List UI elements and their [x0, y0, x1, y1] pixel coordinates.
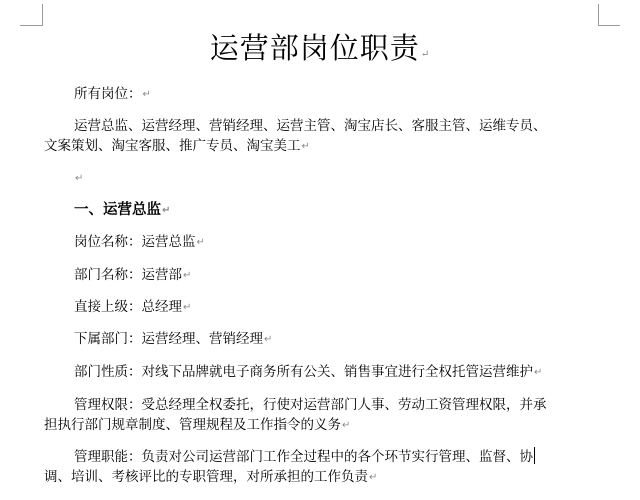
management-authority-line2[interactable]: 担执行部门规章制度、管理规程及工作指令的义务↵ [44, 417, 351, 433]
paragraph-mark-icon: ↵ [75, 173, 84, 184]
management-functions-line2[interactable]: 调、培训、考核评比的专职管理，对所承担的工作负责↵ [44, 469, 378, 485]
empty-paragraph[interactable] [74, 168, 83, 189]
crop-mark-top-left [20, 25, 42, 26]
positions-list-line1[interactable]: 运营总监、运营经理、营销经理、运营主管、淘宝店长、客服主管、运维专员、 [74, 118, 547, 134]
all-positions-label[interactable]: 所有岗位：↵ [74, 86, 151, 102]
paragraph-mark-icon: ↵ [534, 367, 543, 378]
department-name[interactable]: 部门名称：运营部↵ [74, 267, 192, 283]
paragraph-mark-icon: ↵ [369, 472, 378, 483]
management-authority-line1[interactable]: 管理权限：受总经理全权委托，行使对运营部门人事、劳动工资管理权限，并承 [74, 397, 547, 413]
management-functions-line1[interactable]: 管理职能：负责对公司运营部门工作全过程中的各个环节实行管理、监督、协 [74, 449, 533, 465]
direct-superior[interactable]: 直接上级：总经理↵ [74, 299, 192, 315]
paragraph-mark-icon: ↵ [183, 270, 192, 281]
positions-list-line2[interactable]: 文案策划、淘宝客服、推广专员、淘宝美工↵ [44, 138, 310, 154]
paragraph-mark-icon: ↵ [264, 334, 273, 345]
paragraph-mark-icon: ↵ [420, 49, 431, 60]
text-cursor [534, 447, 535, 464]
subordinate-departments[interactable]: 下属部门：运营经理、营销经理↵ [74, 331, 273, 347]
paragraph-mark-icon: ↵ [342, 420, 351, 431]
paragraph-mark-icon: ↵ [301, 141, 310, 152]
crop-mark-top-right [598, 25, 620, 26]
crop-mark-top-right-vertical [598, 4, 599, 26]
crop-mark-top-left-vertical [42, 4, 43, 26]
paragraph-mark-icon: ↵ [196, 237, 205, 248]
paragraph-mark-icon: ↵ [162, 205, 171, 216]
position-name[interactable]: 岗位名称：运营总监↵ [74, 234, 205, 250]
department-nature[interactable]: 部门性质：对线下品牌就电子商务所有公关、销售事宜进行全权托管运营维护↵ [74, 364, 543, 380]
paragraph-mark-icon: ↵ [183, 302, 192, 313]
paragraph-mark-icon: ↵ [142, 89, 151, 100]
section1-heading[interactable]: 一、运营总监↵ [74, 202, 171, 218]
document-title[interactable]: 运营部岗位职责↵ [209, 31, 431, 65]
